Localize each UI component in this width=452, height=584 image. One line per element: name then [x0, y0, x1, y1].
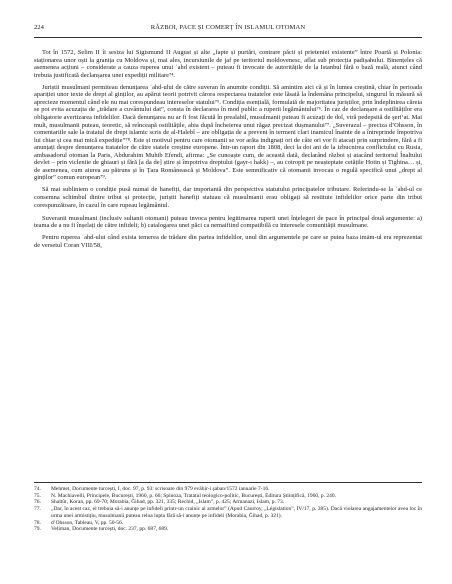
footnote-number: 74. [34, 486, 41, 492]
footnote-separator [34, 482, 422, 483]
body-text [34, 49, 422, 249]
footnote-text: Shaltût, Koran, pp. 69-70; Morabia, Ğihad, pp. 321, 335; Rechid, „Islam”, p. 425; Armanazi, Islam, p. 73. [51, 499, 285, 506]
footnote-number: 75. [34, 492, 41, 499]
footnote-text: Mehmet, Documente turcești, I, doc. 97, p. 93: scrisoare din 979 evâhir-i şaban/1572 ianuarie 7-16. [51, 486, 270, 492]
running-title: RĂZBOI, PACE ȘI COMERȚ ÎN ISLAMUL OTOMAN [150, 24, 306, 31]
footnote [34, 526, 422, 533]
footnote-number: 79. [34, 526, 41, 533]
paragraph: Juriștii musulmani permiteau denunțarea ʿahd-ului de către suveran în anumite condiții. Să amintim aici că și în lumea creștină, chiar în perioada apariției unor texte de drept al ginților, au apărut teorii potrivit cărora respectarea tratatelor este lăsată la îndemâna principelui, singurul în măsură să aprecieze momentul când ele nu mai corespundeau intereselor statului⁷⁵. Condiția esențială, formulată de majoritatea juriștilor, prin îndeplinirea căreia se pot evita acuzația de „trădare a cuvântului dat”, consta în declararea în mod public a ruperii legământului⁷⁶. În caz de declanșare a ostilităților era obligatorie avertizarea infidelilor. Dacă denunțarea nu ar fi fost făcută în prealabil, musulmanii puteau fi acuzați de dol, viră pedepsită de şeri‘at. Mai mult, musulmanii puteau, teoretic, să reînceapă ostilitățile, abia după încheierea unui răgaz precizat dușmanului⁷⁷. „Suverazul – preciza d’Ohsson, în comentariile sale la tratatul de drept islamic scris de al-Halebî – are obligația de a preveni în termeni clari inamicul înainte de a întreprinde împotriva lui chiar și cea mai mică expediție”⁷⁸. Este și motivul pentru care otomanii se vor arăta indignați ori de câte ori vor fi atacați prin surprindere, fără a fi anunțați despre denunțarea tratatelor de către statele creștine europene. Într-un raport din 1808, deci la doi ani de la izbucnirea conflictului cu Rusia, ambasadorul otoman la Paris, Abdurahim Muhib Efendi, afirma: „Se cunoaște cum, de această dată, declarând război și atacând teritoriul Înaltului devlet – prin vicleniie de ghiauri și fără [a da de] știre și împotriva dreptului (gayr-ı hakk) –, au cotropit pe neașteptate cetățile Hotin și Tighina… și, de asemenea, cum aiurea au pătruns și în Țara Românească și Moldova”. Este semnificativ că otomanii invocau o regulă specifică unui „drept al ginților” comun european⁷⁹. [34, 83, 422, 182]
running-header [34, 22, 422, 36]
footnote-text: d’Ohsson, Tableau, V, pp. 50-56. [51, 519, 124, 526]
paragraph: Pentru ruperea ʿahd-ului când exista temerea de trădare din partea infidelilor, unul din argumentele pe care se putea baza imām-ul era reprezentat de versetul Coran VIII/58, [34, 234, 422, 249]
document-page [34, 22, 422, 254]
footnote-number: 76. [34, 499, 41, 506]
footnote [34, 506, 422, 519]
header-rule [34, 37, 422, 38]
footnote-text: Veliman, Documente turcești, doc. 237, pp. 687, 689. [51, 526, 169, 533]
footnote [34, 486, 422, 493]
paragraph: Tot în 1572, Selim II îi sesiza lui Sigismund II August și alte „fapte și purtări, contrare păcii și prieteniei existente” între Poartă și Polonia: staționarea unor oști la granița cu Moldova și, mai ales, incursiunile de jaf pe teritoriul moldovenesc, aflat sub protecția padișahului. Binențeles că asemenea acțiuni – considerate a cauza ruperea unui ʿahd existent – puteau fi invocate de autoritățile de la Istanbul fără o bază reală, atunci când trebuia justificată declanșarea unei expediții militare⁷⁴. [34, 49, 422, 79]
footnote-text: „Dar, în acest caz, el trebuia să-i anunțe pe infideli printr-un crainic al armelor” (Apud Caurroy, „Législation”, IV/17, p. 385). Dacă violarea angajamentelor avea loc în urma unei armistițiu, musulmanii puteau relua lupta fără să-i anunțe pe infideli (Morabia, Ğihad, p. 321). [51, 506, 422, 519]
footnote-text: N. Machiavelli, Principele, București, 1960, p. 66; Spinoza, Tratatul teologico-politic, București, Editura Științifică, 1960, p. 240. [51, 492, 337, 499]
paragraph: Să mai subliniem o condiție pusă numai de hanefiți, dar importantă din perspectiva statutului principatelor tributare. Referindu-se la ʿahd-ul ce consemna schimbul dintre tribut și protecție, juriștii hanefiți statuau că musulmanii erau obligați să restituie infidelilor orice parte din tribut corespunzătoare, în cazul în care rupeau legământul. [34, 186, 422, 209]
paragraph: Suveranii musulmani (inclusiv sultanii otomani) puteau invoca pentru legitimarea ruperii unei înțelegeri de pace în principal două argumente: a) teama de a nu fi înșelați de către infideli; b) catalogarea unei păci ca nemaifiind compatibilă cu interesele comunității musulmane. [34, 214, 422, 230]
footnotes [34, 482, 422, 533]
footnote-number: 78. [34, 519, 41, 526]
footnote [34, 520, 422, 527]
page-number: 224 [34, 24, 44, 31]
footnote-number: 77. [34, 506, 41, 513]
